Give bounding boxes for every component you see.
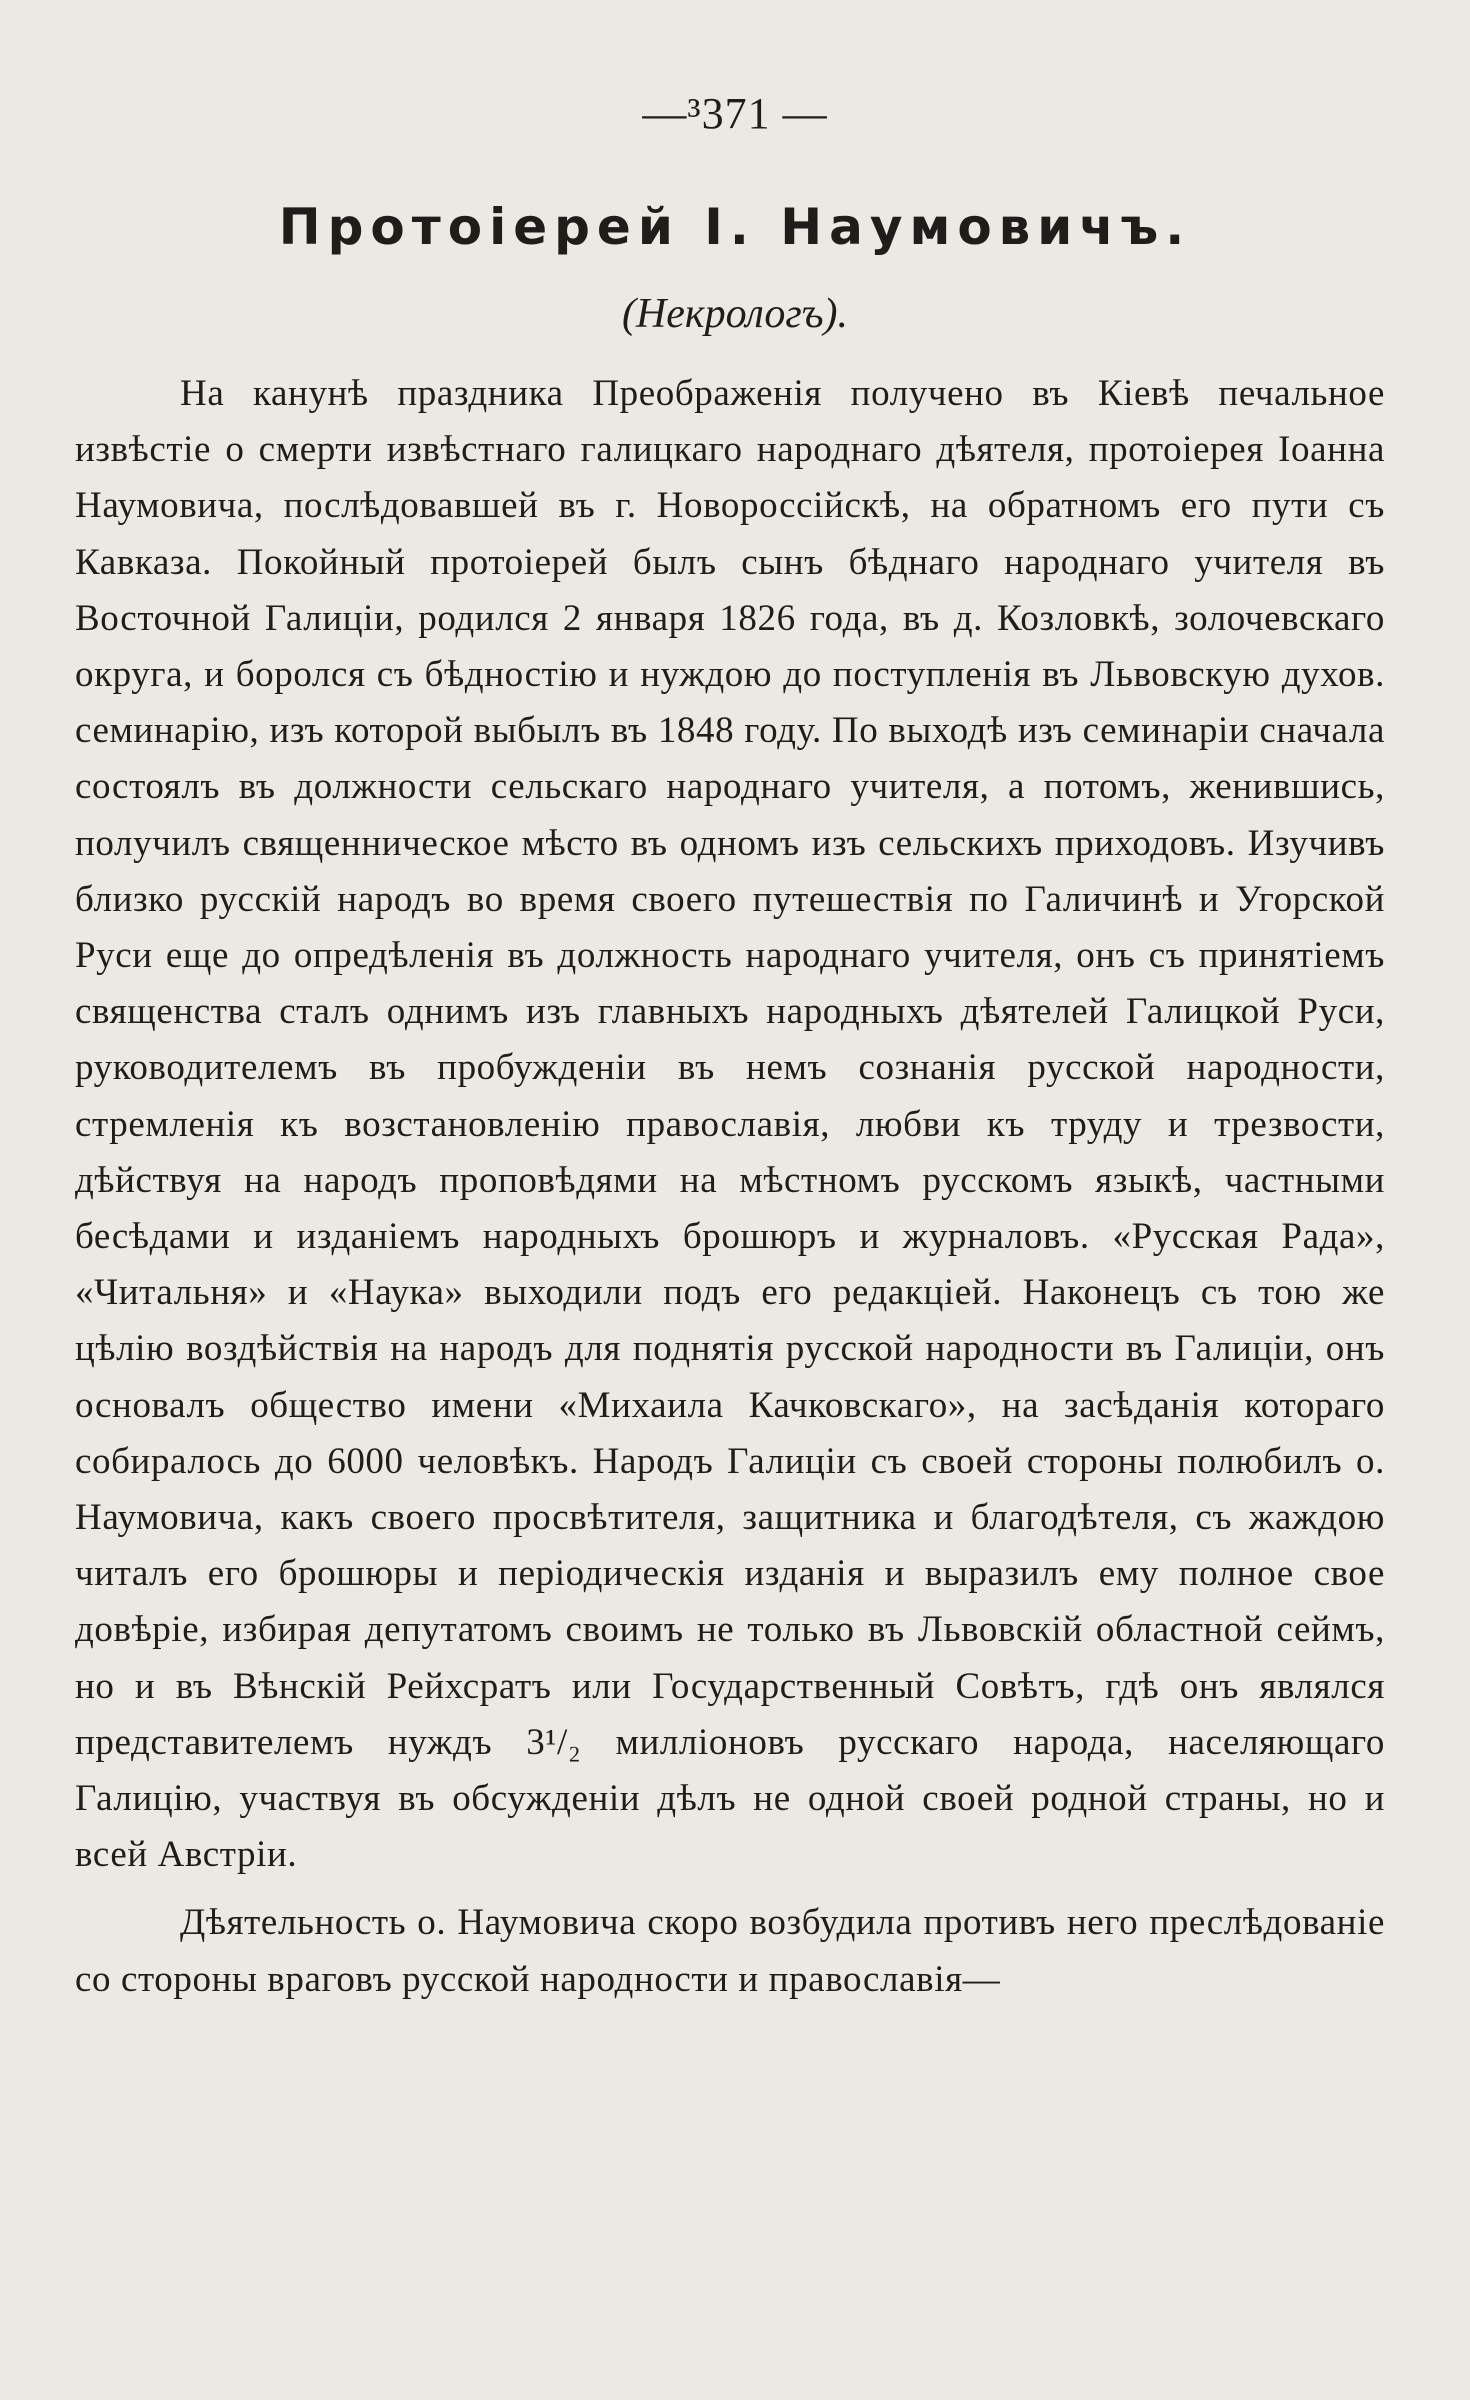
article-body [75, 366, 1385, 2008]
paragraph: Дѣятельность о. Наумовича скоро возбудила противъ него преслѣдованіе со стороны враговъ русской народности и православія— [75, 1902, 1385, 2000]
page-subtitle: (Некрологъ). [621, 291, 849, 337]
paragraph: На канунѣ праздника Преображенія получено въ Кіевѣ печальное извѣстіе о смерти извѣстнаго галицкаго народнаго дѣятеля, протоіерея Іоанна Наумовича, послѣдовавшей въ г. Новороссійскѣ, на обратномъ его пути съ Кавказа. Покойный протоіерей былъ сынъ бѣднаго народнаго учителя въ Восточной Галиціи, родился 2 января 1826 года, въ д. Козловкѣ, золочевскаго округа, и боролся съ бѣдностію и нуждою до поступленія въ Львовскую духов. семинарію, изъ которой выбылъ въ 1848 году. По выходѣ изъ семинаріи сначала состоялъ въ должности сельскаго народнаго учителя, а потомъ, женившись, получилъ священническое мѣсто въ одномъ изъ сельскихъ приходовъ. Изучивъ близко русскій народъ во время своего путешествія по Галичинѣ и Угорской Руси еще до опредѣленія въ должность народнаго учителя, онъ съ принятіемъ священства сталъ однимъ изъ главныхъ народныхъ дѣятелей Галицкой Руси, руководителемъ въ пробужденіи въ немъ сознанія русской народности, стремленія къ возстановленію православія, любви къ труду и трезвости, дѣйствуя на народъ проповѣдями на мѣстномъ русскомъ языкѣ, частными бесѣдами и изданіемъ народныхъ брошюръ и журналовъ. «Русская Рада», «Читальня» и «Наука» выходили подъ его редакціей. Наконецъ съ тою же цѣлію воздѣйствія на народъ для поднятія русской народности въ Галиціи, онъ основалъ общество имени «Михаила Качковскаго», на засѣданія котораго собиралось до 6000 человѣкъ. Народъ Галиціи съ своей стороны полюбилъ о. Наумовича, какъ своего просвѣтителя, защитника и благодѣтеля, съ жаждою читалъ его брошюры и періодическія изданія и выразилъ ему полное свое довѣріе, избирая депутатомъ своимъ не только въ Львовскій областной сеймъ, но и въ Вѣнскій Рейхсратъ или Государственный Совѣтъ, гдѣ онъ являлся представителемъ нуждъ 3¹/₂ милліоновъ русскаго народа, населяющаго Галицію, участвуя въ обсужденіи дѣлъ не одной своей родной страны, но и всей Австріи. [75, 373, 1385, 1876]
page-number: —³371 — [642, 89, 828, 138]
page-title: Протоіерей І. Наумовичъ. [278, 198, 1192, 256]
